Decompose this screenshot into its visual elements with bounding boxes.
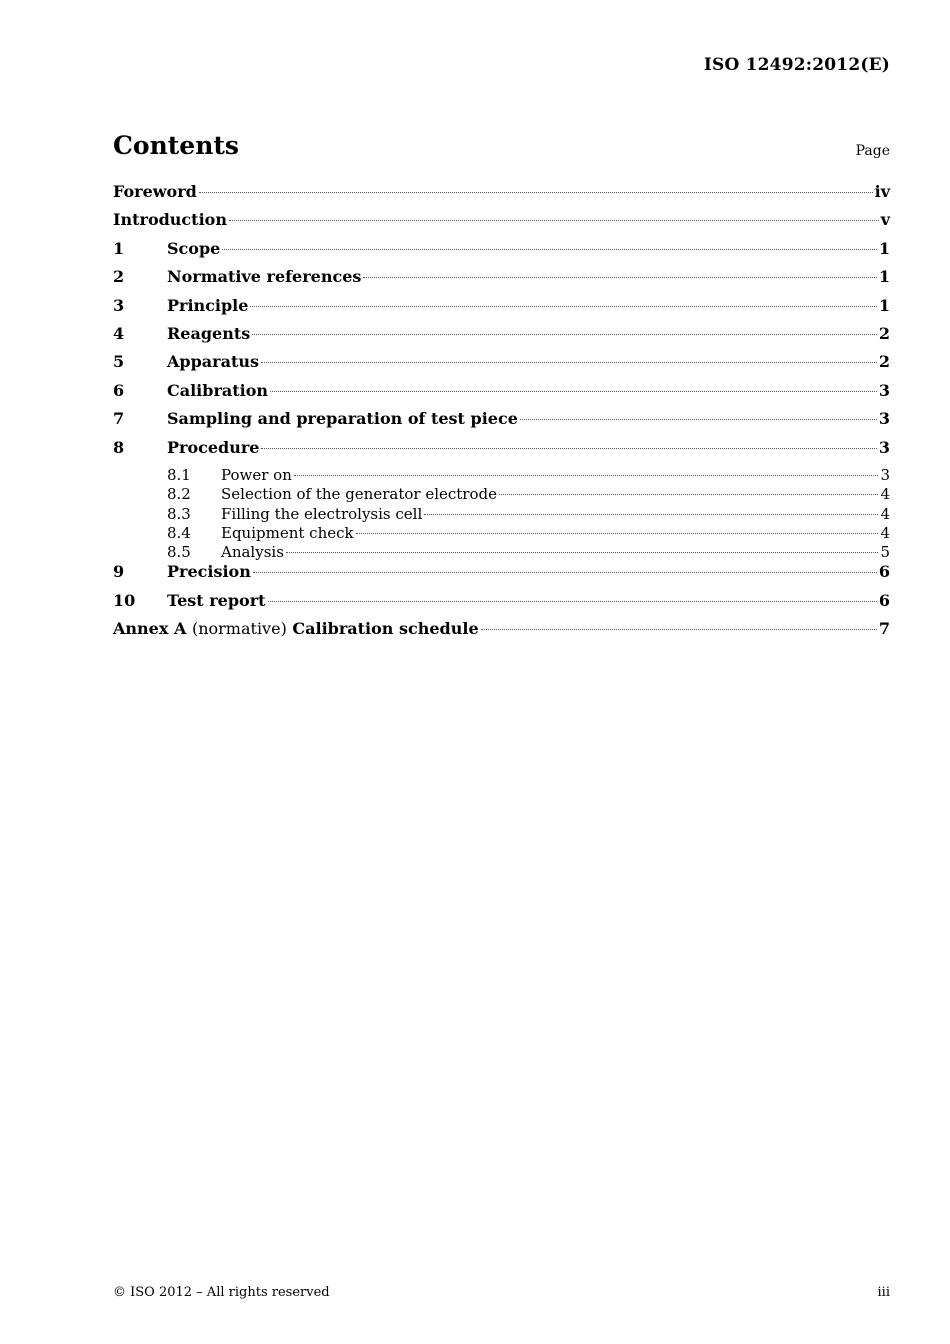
dot-leader (481, 629, 877, 630)
toc-entry-title: Normative references (167, 267, 362, 287)
toc-entry[interactable] (113, 409, 890, 437)
toc-entry-number: 8.5 (167, 543, 191, 562)
toc-entry-title: Introduction (113, 210, 227, 230)
toc-entry-page: 4 (880, 504, 890, 523)
dot-leader (199, 192, 873, 193)
contents-heading: Contents (113, 131, 240, 160)
toc-entry-page: 4 (880, 485, 890, 504)
toc-entry-number: 10 (113, 590, 136, 610)
toc-entry-page: 2 (878, 323, 890, 343)
footer-page-number: iii (877, 1285, 890, 1300)
dot-leader (270, 391, 877, 392)
annex-prefix: Annex A (113, 619, 187, 639)
toc-entry-title: Analysis (221, 543, 284, 562)
toc-entry-page: 3 (880, 465, 890, 484)
toc-entry-number: 7 (113, 409, 125, 429)
toc-subentry[interactable] (113, 466, 890, 485)
toc-entry-title: Equipment check (221, 523, 354, 542)
toc-entry[interactable] (113, 324, 890, 352)
toc-entry-title: Reagents (167, 323, 251, 343)
toc-entry-title: Scope (167, 238, 221, 258)
toc-annex-title (113, 619, 479, 639)
toc-entry-title: Procedure (167, 437, 260, 457)
document-reference: ISO 12492:2012(E) (703, 55, 890, 75)
toc-entry-number: 8.4 (167, 523, 191, 542)
toc-entry-number: 8.1 (167, 465, 191, 484)
toc-entry-number: 9 (113, 562, 125, 582)
toc-entry-number: 8.3 (167, 504, 191, 523)
page-column-label: Page (855, 143, 890, 159)
dot-leader (286, 552, 879, 553)
toc-entry-title: Test report (167, 590, 266, 610)
dot-leader (294, 475, 879, 476)
toc-entry-title: Sampling and preparation of test piece (167, 409, 518, 429)
toc-entry-page: v (880, 210, 890, 230)
toc-entry[interactable] (113, 562, 890, 590)
toc-annex-page: 7 (878, 619, 890, 639)
toc-entry-title: Calibration (167, 380, 269, 400)
dot-leader (261, 448, 876, 449)
toc-entry-title: Precision (167, 562, 251, 582)
annex-title: Calibration schedule (292, 619, 479, 639)
toc-entry-page: 3 (878, 409, 890, 429)
toc-entry-page: 1 (878, 267, 890, 287)
toc-entry-page: 1 (878, 295, 890, 315)
toc-entry[interactable] (113, 352, 890, 380)
toc-entry-page: 2 (878, 352, 890, 372)
toc-entry-page: 1 (878, 238, 890, 258)
toc-annex-entry[interactable] (113, 619, 890, 647)
toc-entry-number: 2 (113, 267, 125, 287)
toc-entry[interactable] (113, 182, 890, 210)
toc-subentry[interactable] (113, 505, 890, 524)
toc-entry[interactable] (113, 267, 890, 295)
dot-leader (252, 334, 877, 335)
toc-subentry[interactable] (113, 543, 890, 562)
toc-entry-page: iv (874, 182, 890, 201)
toc-entry[interactable] (113, 591, 890, 619)
toc-subentry[interactable] (113, 485, 890, 504)
dot-leader (250, 306, 876, 307)
toc-subentry[interactable] (113, 524, 890, 543)
toc-entry[interactable] (113, 296, 890, 324)
table-of-contents (113, 182, 890, 648)
annex-qualifier: (normative) (191, 619, 287, 639)
dot-leader (363, 277, 876, 278)
dot-leader (268, 601, 877, 602)
toc-entry-page: 4 (880, 523, 890, 542)
dot-leader (424, 514, 878, 515)
dot-leader (222, 249, 877, 250)
dot-leader (261, 362, 877, 363)
toc-entry-title: Selection of the generator electrode (221, 485, 497, 504)
toc-entry[interactable] (113, 210, 890, 238)
toc-entry[interactable] (113, 381, 890, 409)
toc-entry-page: 3 (878, 437, 890, 457)
toc-entry-page: 3 (878, 380, 890, 400)
toc-entry-title: Power on (221, 465, 292, 484)
dot-leader (253, 572, 877, 573)
toc-entry-title: Apparatus (167, 352, 259, 372)
dot-leader (229, 220, 879, 221)
footer-copyright: © ISO 2012 – All rights reserved (113, 1285, 330, 1300)
dot-leader (520, 419, 877, 420)
toc-entry-title: Filling the electrolysis cell (221, 504, 423, 523)
toc-entry-title: Principle (167, 295, 249, 315)
toc-entry-title: Foreword (113, 182, 197, 201)
toc-entry-number: 4 (113, 323, 125, 343)
toc-entry-number: 6 (113, 380, 125, 400)
dot-leader (356, 533, 879, 534)
toc-entry-page: 6 (878, 562, 890, 582)
dot-leader (499, 494, 878, 495)
toc-entry-number: 5 (113, 352, 125, 372)
toc-entry-number: 1 (113, 238, 125, 258)
toc-entry-page: 6 (878, 590, 890, 610)
toc-entry-number: 8 (113, 437, 125, 457)
toc-entry-number: 3 (113, 295, 125, 315)
toc-entry-page: 5 (880, 543, 890, 562)
toc-entry[interactable] (113, 239, 890, 267)
toc-entry-number: 8.2 (167, 485, 191, 504)
toc-entry[interactable] (113, 438, 890, 466)
